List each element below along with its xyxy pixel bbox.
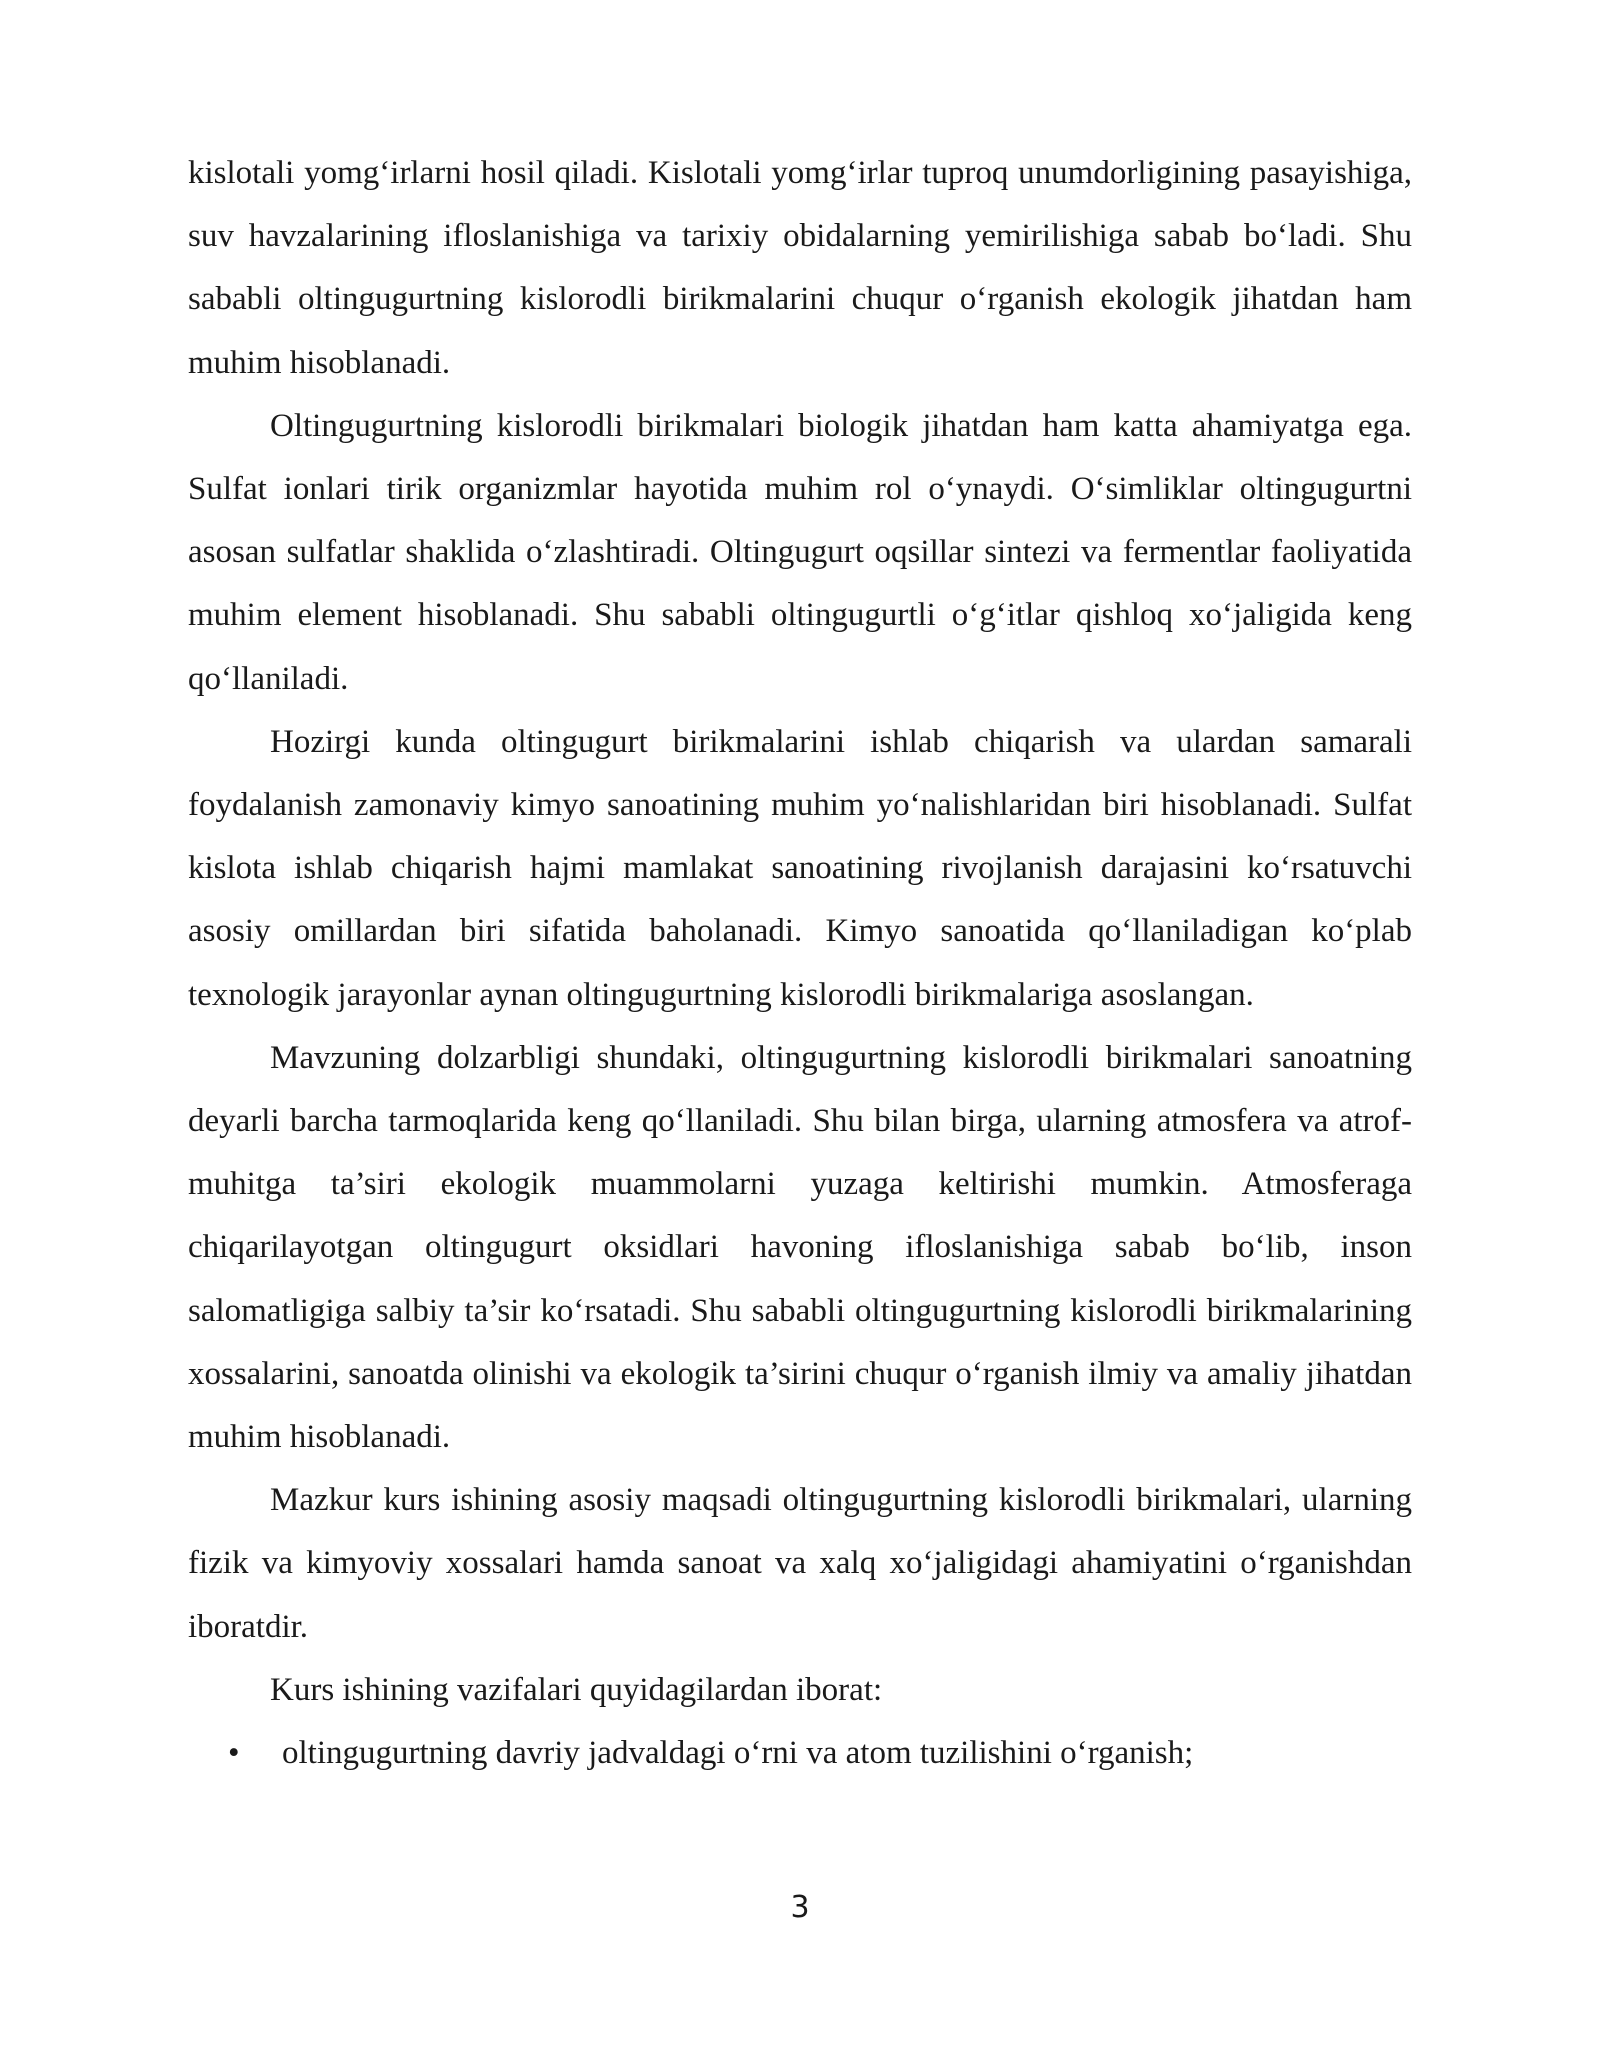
bullet-marker: •	[228, 1735, 240, 1772]
page-number: 3	[790, 1890, 810, 1925]
paragraph-course-goal: Mazkur kurs ishining asosiy maqsadi oltingugurtning kislorodli birikmalari, ularning fizik va kimyoviy xossalari hamda sanoat va xalq xo‘jaligidagi ahamiyatini o‘rganishdan iboratdir.	[188, 1482, 1412, 1645]
paragraph-continued: kislotali yomg‘irlarni hosil qiladi. Kislotali yomg‘irlar tuproq unumdorligining pasayishiga, suv havzalarining ifloslanishiga va tarixiy obidalarning yemirilishiga sabab bo‘ladi. Shu sababli oltingugurtning kislorodli birikmalarini chuqur o‘rganish ekologik jihatdan ham muhim hisoblanadi.	[188, 155, 1412, 381]
paragraph-biological-importance: Oltingugurtning kislorodli birikmalari biologik jihatdan ham katta ahamiyatga ega. Sulfat ionlari tirik organizmlar hayotida muhim rol o‘ynaydi. O‘simliklar oltingugurtni asosan sulfatlar shaklida o‘zlashtiradi. Oltingugurt oqsillar sintezi va fermentlar faoliyatida muhim element hisoblanadi. Shu sababli oltingugurtli o‘g‘itlar qishloq xo‘jaligida keng qo‘llaniladi.	[188, 407, 1412, 697]
paragraph-industrial-production: Hozirgi kunda oltingugurt birikmalarini ishlab chiqarish va ulardan samarali foydalanish zamonaviy kimyo sanoatining muhim yo‘nalishlaridan biri hisoblanadi. Sulfat kislota ishlab chiqarish hajmi mamlakat sanoatining rivojlanish darajasini ko‘rsatuvchi asosiy omillardan biri sifatida baholanadi. Kimyo sanoatida qo‘llaniladigan ko‘plab texnologik jarayonlar aynan oltingugurtning kislorodli birikmalariga asoslangan.	[188, 723, 1412, 1013]
list-item	[188, 1722, 1412, 1785]
paragraph-topic-relevance: Mavzuning dolzarbligi shundaki, oltingugurtning kislorodli birikmalari sanoatning deyarli barcha tarmoqlarida keng qo‘llaniladi. Shu bilan birga, ularning atmosfera va atrof-muhitga ta’siri ekologik muammolarni yuzaga keltirishi mumkin. Atmosferaga chiqarilayotgan oltingugurt oksidlari havoning ifloslanishiga sabab bo‘lib, inson salomatligiga salbiy ta’sir ko‘rsatadi. Shu sababli oltingugurtning kislorodli birikmalarining xossalarini, sanoatda olinishi va ekologik ta’sirini chuqur o‘rganish ilmiy va amaliy jihatdan muhim hisoblanadi.	[188, 1039, 1412, 1456]
paragraph-tasks-intro: Kurs ishining vazifalari quyidagilardan iborat:	[270, 1671, 883, 1708]
list-item-text: oltingugurtning davriy jadvaldagi o‘rni va atom tuzilishini o‘rganish;	[282, 1735, 1194, 1772]
body-text	[188, 142, 1412, 1785]
